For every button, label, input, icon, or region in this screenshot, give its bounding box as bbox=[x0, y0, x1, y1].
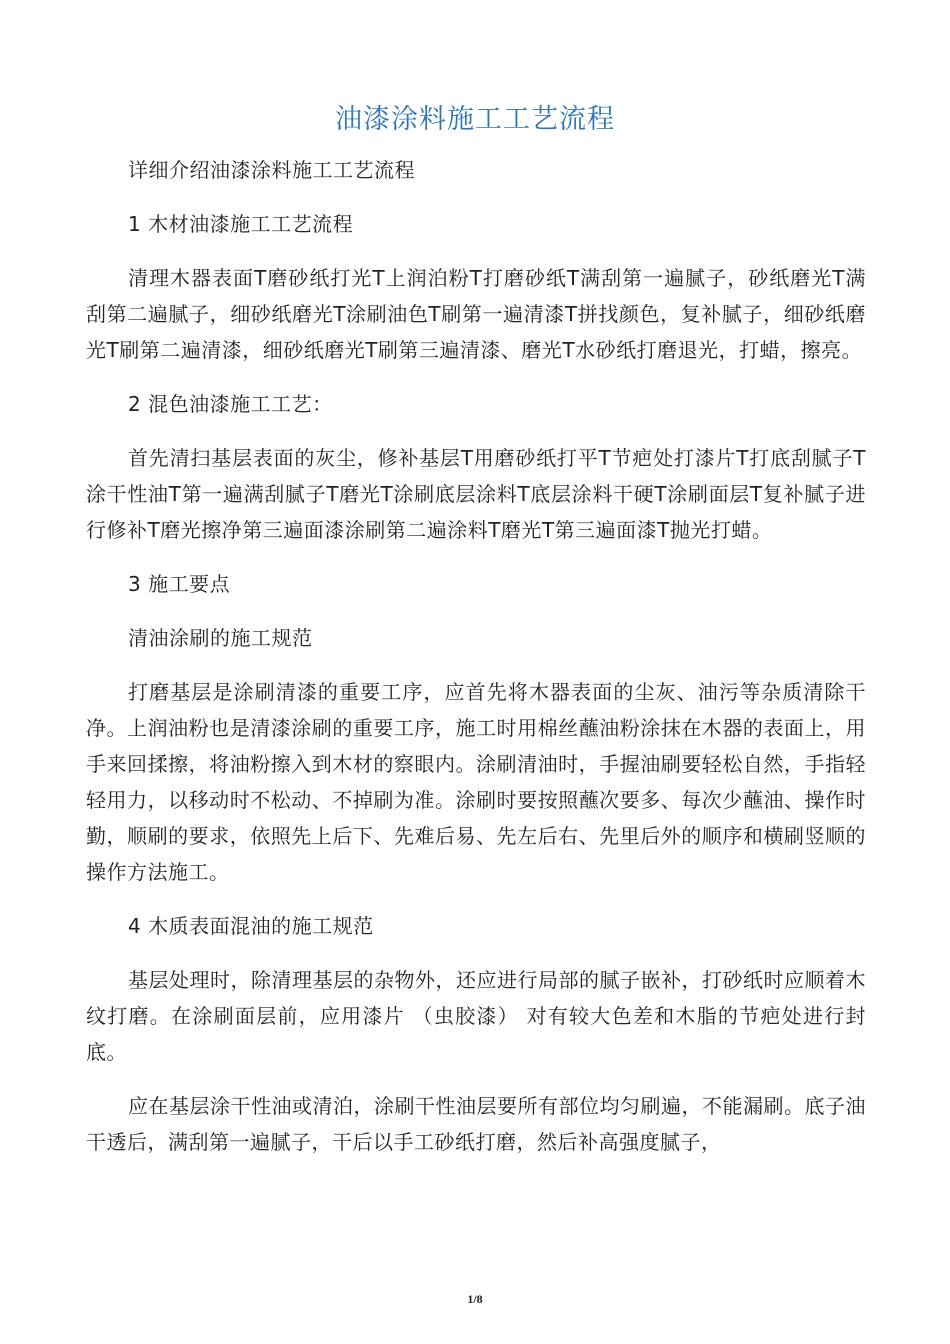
page-number: 1/8 bbox=[467, 1292, 483, 1306]
section-3-heading: 3 施工要点 bbox=[128, 572, 231, 596]
page-title: 油漆涂料施工工艺流程 bbox=[335, 104, 615, 135]
section-1-heading: 1 木材油漆施工工艺流程 bbox=[128, 212, 354, 236]
section-3-subheading: 清油涂刷的施工规范 bbox=[128, 626, 313, 650]
section-4-paragraph-2: 应在基层涂干性油或清泊，涂刷干性油层要所有部位均匀刷遍，不能漏刷。底子油干透后，满刮第一遍腻子，干后以手工砂纸打磨，然后补高强度腻子， bbox=[86, 1094, 866, 1154]
document-body bbox=[86, 152, 866, 1178]
section-1-paragraph: 清理木器表面T磨砂纸打光T上润泊粉T打磨砂纸T满刮第一遍腻子，砂纸磨光T满刮第二遍腻子，细砂纸磨光T涂刷油色T刷第一遍清漆T拼找颜色，复补腻子，细砂纸磨光T刷第二遍清漆，细砂纸磨光T刷第三遍清漆、磨光T水砂纸打磨退光，打蜡，擦亮。 bbox=[86, 266, 866, 362]
section-2-paragraph: 首先清扫基层表面的灰尘，修补基层T用磨砂纸打平T节疤处打漆片T打底刮腻子T涂干性油T第一遍满刮腻子T磨光T涂刷底层涂料T底层涂料干硬T涂刷面层T复补腻子进行修补T磨光擦净第三遍面漆涂刷第二遍涂料T磨光T第三遍面漆T抛光打蜡。 bbox=[86, 446, 866, 542]
section-2-heading: 2 混色油漆施工工艺： bbox=[128, 392, 333, 416]
section-4-heading: 4 木质表面混油的施工规范 bbox=[128, 914, 374, 938]
section-3-paragraph: 打磨基层是涂刷清漆的重要工序，应首先将木器表面的尘灰、油污等杂质清除干净。上润油粉也是清漆涂刷的重要工序，施工时用棉丝蘸油粉涂抹在木器的表面上，用手来回揉擦，将油粉擦入到木材的察眼内。涂刷清油时，手握油刷要轻松自然，手指轻轻用力，以移动时不松动、不掉刷为准。涂刷时要按照蘸次要多、每次少蘸油、操作时勤，顺刷的要求，依照先上后下、先难后易、先左后右、先里后外的顺序和横刷竖顺的操作方法施工。 bbox=[86, 680, 866, 884]
intro-text: 详细介绍油漆涂料施工工艺流程 bbox=[128, 158, 415, 182]
section-4-paragraph-1: 基层处理时，除清理基层的杂物外，还应进行局部的腻子嵌补，打砂纸时应顺着木纹打磨。在涂刷面层前，应用漆片 （虫胶漆） 对有较大色差和木脂的节疤处进行封底。 bbox=[86, 968, 866, 1064]
